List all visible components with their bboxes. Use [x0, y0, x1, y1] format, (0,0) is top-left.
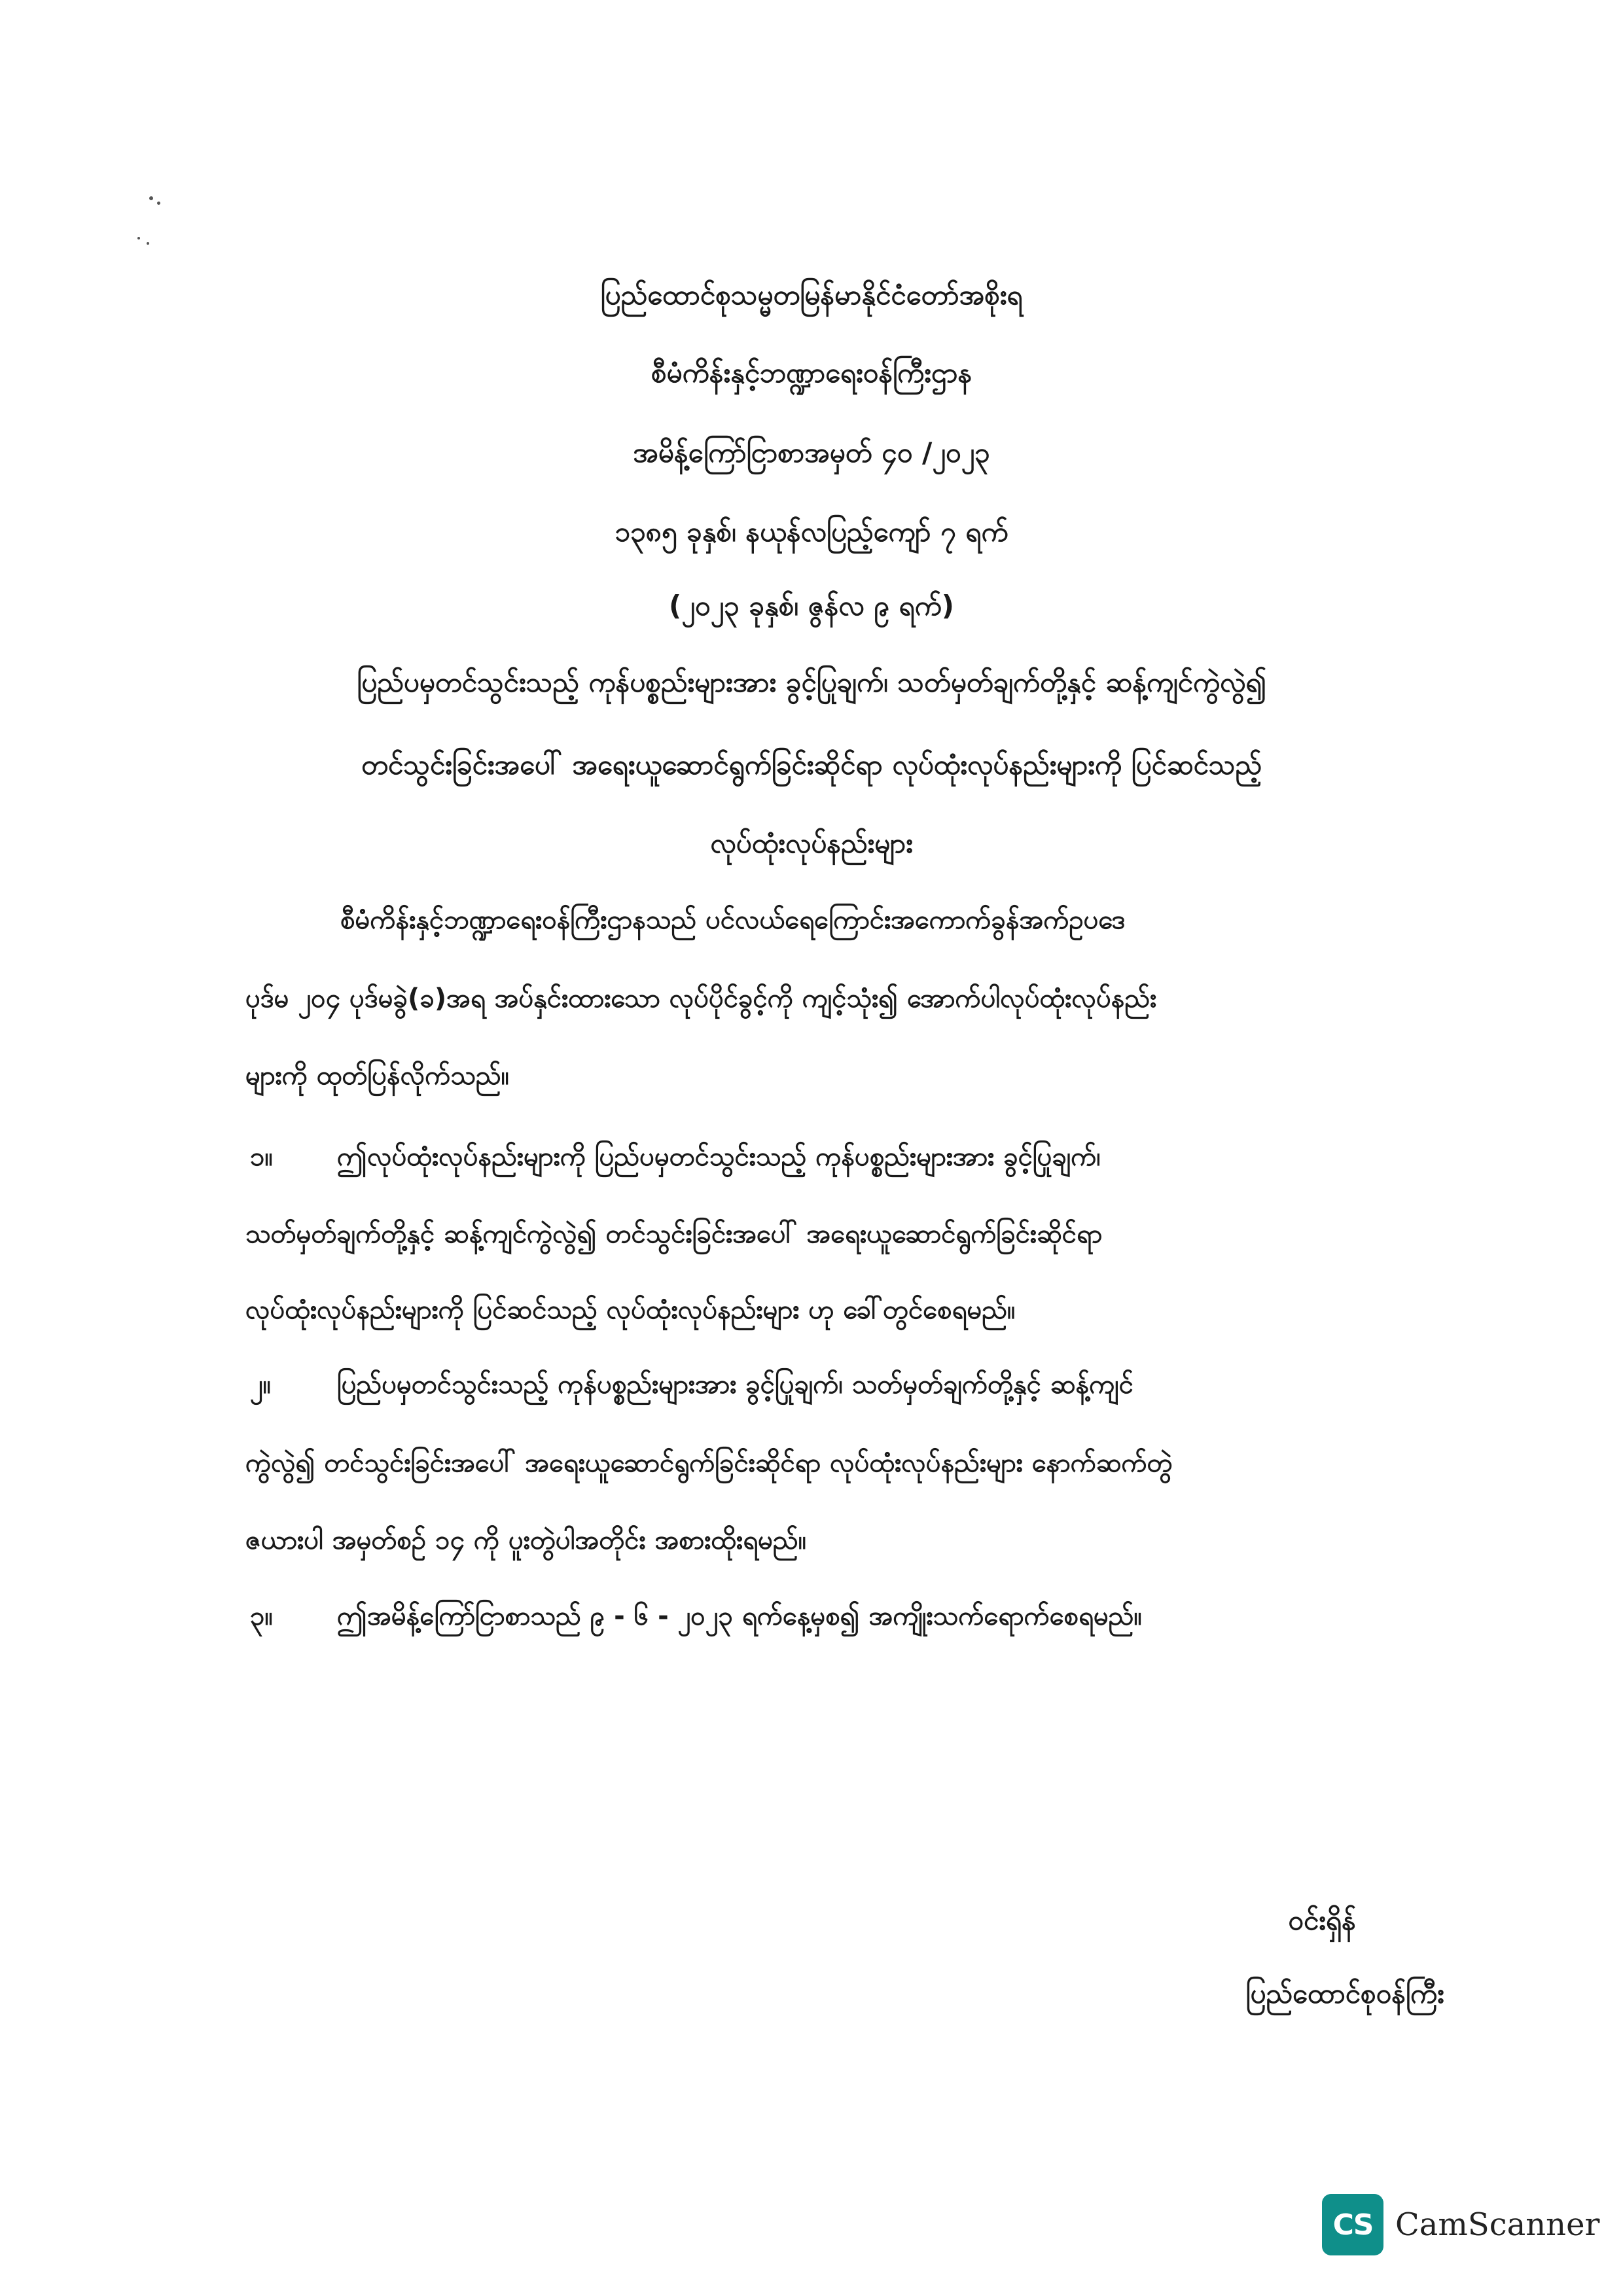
paragraph-number: ၁။	[250, 1142, 273, 1172]
header-line-1: ပြည်ထောင်စုသမ္မတမြန်မာနိုင်ငံတော်အစိုးရ	[600, 279, 1023, 311]
title-line-2: တင်သွင်းခြင်းအပေါ် အရေးယူဆောင်ရွက်ခြင်းဆိုင်ရာ လုပ်ထုံးလုပ်နည်းများကို ပြင်ဆင်သည့်	[361, 749, 1262, 781]
speck	[149, 196, 153, 200]
header-line-4: ၁၃၈၅ ခုနှစ်၊ နယုန်လပြည့်ကျော် ၇ ရက်	[615, 516, 1008, 548]
speck	[137, 237, 140, 239]
paragraph-2-line-2: ကွဲလွဲ၍ တင်သွင်းခြင်းအပေါ် အရေးယူဆောင်ရွက်ခြင်းဆိုင်ရာ လုပ်ထုံးလုပ်နည်းများ နောက်ဆက်တွဲ	[245, 1448, 1173, 1478]
title-line-3: လုပ်ထုံးလုပ်နည်းများ	[710, 827, 913, 859]
speck	[147, 242, 149, 245]
speck	[157, 202, 160, 205]
camscanner-label: CamScanner	[1395, 2206, 1600, 2243]
paragraph-1-line-2: သတ်မှတ်ချက်တို့နှင့် ဆန့်ကျင်ကွဲလွဲ၍ တင်သွင်းခြင်းအပေါ် အရေးယူဆောင်ရွက်ခြင်းဆိုင်ရာ	[245, 1219, 1103, 1249]
header-line-2: စီမံကိန်းနှင့်ဘဏ္ဍာရေးဝန်ကြီးဌာန	[651, 357, 972, 389]
paragraph-3-line-1: ဤအမိန့်ကြော်ငြာစာသည် ၉ - ၆ - ၂၀၂၃ ရက်နေ့မှစ၍ အကျိုးသက်ရောက်စေရမည်။	[337, 1601, 1142, 1631]
paragraph-number: ၂။	[250, 1369, 271, 1400]
signature-title: ပြည်ထောင်စုဝန်ကြီး	[1245, 1977, 1444, 2009]
intro-line-3: များကို ထုတ်ပြန်လိုက်သည်။	[245, 1061, 509, 1091]
title-line-1: ပြည်ပမှတင်သွင်းသည့် ကုန်ပစ္စည်းများအား ခွင့်ပြုချက်၊ သတ်မှတ်ချက်တို့နှင့် ဆန့်ကျင်ကွဲလွဲ၍	[357, 666, 1266, 698]
intro-line-2: ပုဒ်မ ၂၀၄ ပုဒ်မခွဲ(ခ)အရ အပ်နှင်းထားသော လုပ်ပိုင်ခွင့်ကို ကျင့်သုံး၍ အောက်ပါလုပ်ထုံးလုပ်နည်း	[245, 983, 1157, 1014]
camscanner-watermark	[1322, 2189, 1603, 2261]
camscanner-logo-icon: CS	[1322, 2194, 1383, 2255]
signature-name: ဝင်းရှိန်	[1288, 1904, 1356, 1936]
paragraph-number: ၃။	[250, 1601, 273, 1631]
paragraph-2-line-3: ဇယားပါ အမှတ်စဉ် ၁၄ ကို ပူးတွဲပါအတိုင်း အစားထိုးရမည်။	[245, 1525, 806, 1555]
paragraph-2-line-1: ပြည်ပမှတင်သွင်းသည့် ကုန်ပစ္စည်းများအား ခွင့်ပြုချက်၊ သတ်မှတ်ချက်တို့နှင့် ဆန့်ကျင်	[337, 1369, 1133, 1400]
paragraph-1-line-1: ဤလုပ်ထုံးလုပ်နည်းများကို ပြည်ပမှတင်သွင်းသည့် ကုန်ပစ္စည်းများအား ခွင့်ပြုချက်၊	[337, 1142, 1101, 1172]
paragraph-1-line-3: လုပ်ထုံးလုပ်နည်းများကို ပြင်ဆင်သည့် လုပ်ထုံးလုပ်နည်းများ ဟု ခေါ်တွင်စေရမည်။	[245, 1295, 1016, 1325]
header-line-5: (၂၀၂၃ ခုနှစ်၊ ဇွန်လ ၉ ရက်)	[669, 590, 954, 622]
intro-line-1: စီမံကိန်းနှင့်ဘဏ္ဍာရေးဝန်ကြီးဌာနသည် ပင်လယ်ရေကြောင်းအကောက်ခွန်အက်ဥပဒေ	[340, 905, 1126, 935]
header-line-3: အမိန့်ကြော်ငြာစာအမှတ် ၄၀ /၂၀၂၃	[633, 436, 990, 468]
scan-specks	[137, 190, 177, 255]
